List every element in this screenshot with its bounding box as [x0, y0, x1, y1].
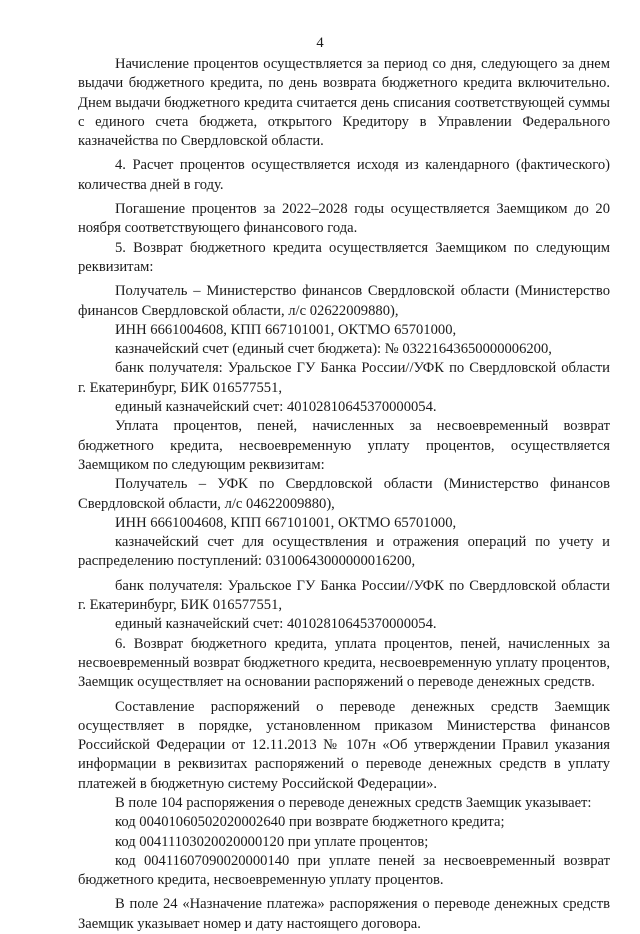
- paragraph: Составление распоряжений о переводе денежных средств Заемщик осуществляет в порядке, установленном приказом Министерства финансов Российской Федерации от 12.11.2013 № 107н «Об утверждении Правил указания информации в реквизитах распоряжений о переводе денежных средств в уплату платежей в бюджетную систему Российской Федерации».: [78, 698, 610, 792]
- page-number: 4: [316, 35, 324, 51]
- paragraph: ИНН 6661004608, КПП 667101001, ОКТМО 65701000,: [115, 514, 457, 531]
- paragraph: ИНН 6661004608, КПП 667101001, ОКТМО 65701000,: [115, 321, 457, 338]
- paragraph: 4. Расчет процентов осуществляется исходя из календарного (фактического) количества дней в году.: [78, 157, 610, 193]
- paragraph: В поле 24 «Назначение платежа» распоряжения о переводе денежных средств Заемщик указывает номер и дату настоящего договора.: [78, 896, 610, 932]
- paragraph: единый казначейский счет: 40102810645370000054.: [115, 399, 437, 416]
- paragraph: Погашение процентов за 2022–2028 годы осуществляется Заемщиком до 20 ноября соответствующего финансового года.: [78, 201, 610, 237]
- paragraph: 6. Возврат бюджетного кредита, уплата процентов, пеней, начисленных за несвоевременный возврат бюджетного кредита, несвоевременную уплату процентов, Заемщик осуществляет на основании распоряжений о переводе денежных средств.: [78, 635, 610, 691]
- paragraph: Начисление процентов осуществляется за период со дня, следующего за днем выдачи бюджетного кредита, по день возврата бюджетного кредита включительно. Днем выдачи бюджетного кредита считается день списания соответствующей суммы с единого счета бюджета, открытого Кредитору в Управлении Федерального казначейства по Свердловской области.: [78, 56, 610, 150]
- paragraph: единый казначейский счет: 40102810645370000054.: [115, 616, 437, 633]
- paragraph: банк получателя: Уральское ГУ Банка России//УФК по Свердловской области г. Екатеринбург, БИК 016577551,: [78, 577, 610, 614]
- paragraph: казначейский счет для осуществления и отражения операций по учету и распределению поступлений: 03100643000000016200,: [78, 534, 610, 570]
- paragraph: код 00411103020020000120 при уплате процентов;: [115, 833, 429, 850]
- paragraph: Получатель – УФК по Свердловской области (Министерство финансов Свердловской области, л/с 04622009880),: [78, 476, 610, 512]
- document-body: [78, 55, 610, 934]
- paragraph: 5. Возврат бюджетного кредита осуществляется Заемщиком по следующим реквизитам:: [78, 239, 610, 275]
- paragraph: Получатель – Министерство финансов Свердловской области (Министерство финансов Свердловской области, л/с 02622009880),: [78, 283, 610, 319]
- paragraph: банк получателя: Уральское ГУ Банка России//УФК по Свердловской области г. Екатеринбург, БИК 016577551,: [78, 360, 610, 396]
- paragraph: код 00401060502020002640 при возврате бюджетного кредита;: [115, 814, 505, 831]
- paragraph: В поле 104 распоряжения о переводе денежных средств Заемщик указывает:: [115, 794, 592, 811]
- paragraph: Уплата процентов, пеней, начисленных за несвоевременный возврат бюджетного кредита, несвоевременную уплату процентов, осуществляется Заемщиком по следующим реквизитам:: [78, 418, 610, 473]
- paragraph: казначейский счет (единый счет бюджета): № 03221643650000006200,: [115, 341, 552, 358]
- paragraph: код 00411607090020000140 при уплате пеней за несвоевременный возврат бюджетного кредита, несвоевременную уплату процентов.: [78, 852, 610, 889]
